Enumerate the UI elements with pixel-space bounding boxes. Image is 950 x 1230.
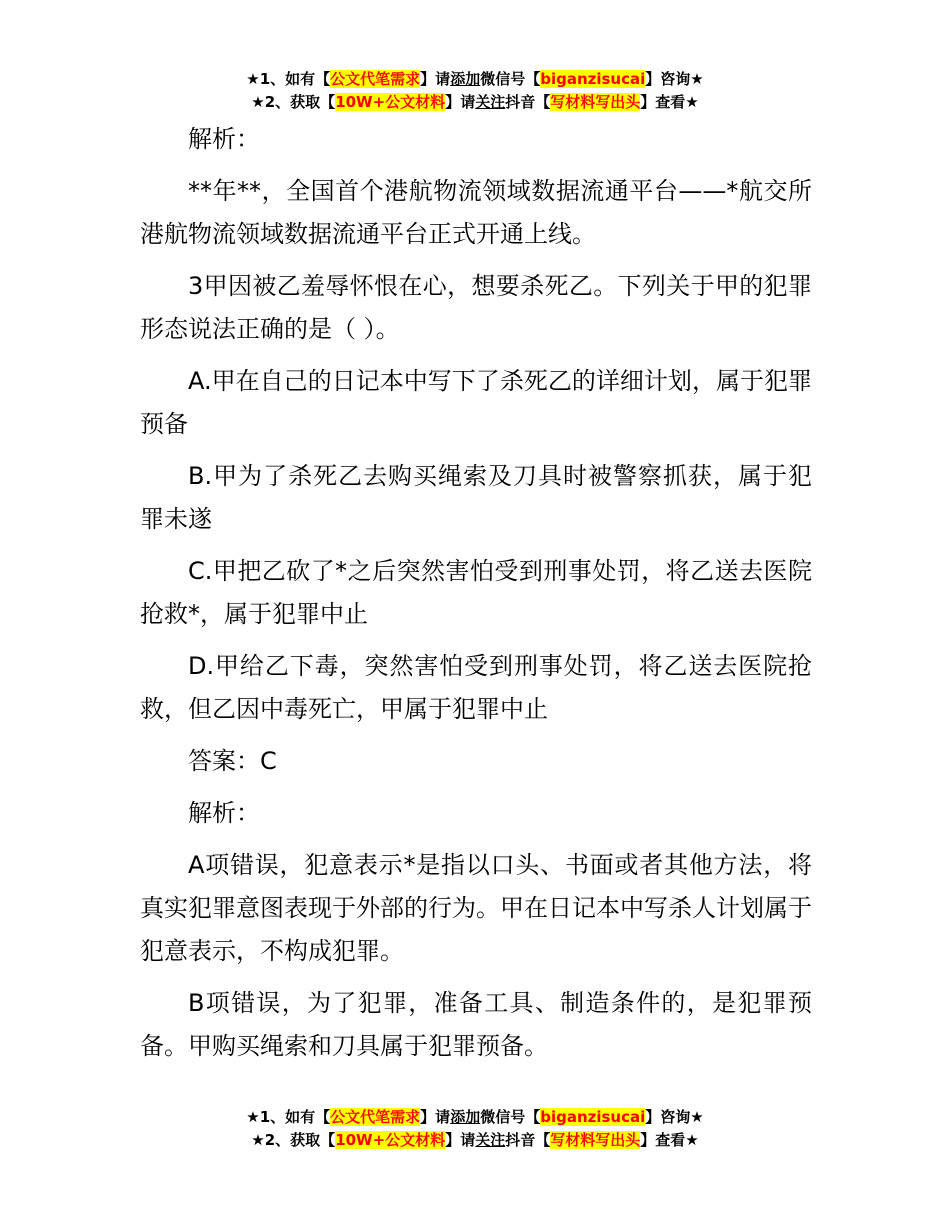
banner-highlight: 10W+公文材料 bbox=[335, 93, 446, 111]
analysis-heading: 解析： bbox=[188, 799, 260, 827]
analysis-heading: 解析： bbox=[188, 125, 260, 153]
banner-text: ★1、如有【 bbox=[246, 70, 331, 88]
banner-line-1 bbox=[0, 1106, 950, 1129]
banner-text: ★1、如有【 bbox=[246, 1108, 331, 1126]
banner-line-1 bbox=[0, 68, 950, 91]
banner-text: 】请 bbox=[445, 1131, 476, 1149]
banner-highlight: biganzisucai bbox=[540, 70, 646, 88]
banner-highlight: 公文代笔需求 bbox=[330, 1108, 421, 1126]
banner-text: 】请 bbox=[420, 1108, 451, 1126]
explanation-a: A项错误，犯意表示*是指以口头、书面或者其他方法，将真实犯罪意图表现于外部的行为。甲在日记本中写杀人计划属于犯意表示，不构成犯罪。 bbox=[140, 851, 812, 965]
option-d: D.甲给乙下毒，突然害怕受到刑事处罚，将乙送去医院抢救，但乙因中毒死亡，甲属于犯罪中止 bbox=[140, 652, 812, 723]
document-body bbox=[140, 118, 812, 1077]
banner-highlight: 10W+公文材料 bbox=[335, 1131, 446, 1149]
option-a: A.甲在自己的日记本中写下了杀死乙的详细计划，属于犯罪预备 bbox=[140, 367, 812, 438]
banner-highlight: biganzisucai bbox=[540, 1108, 646, 1126]
banner-text: 抖音【 bbox=[505, 93, 551, 111]
explanation-b: B项错误，为了犯罪，准备工具、制造条件的，是犯罪预备。甲购买绳索和刀具属于犯罪预备。 bbox=[140, 989, 812, 1060]
banner-underlined-text: 关注 bbox=[475, 1131, 506, 1149]
paragraph: **年**，全国首个港航物流领域数据流通平台——*航交所港航物流领域数据流通平台正式开通上线。 bbox=[140, 177, 812, 248]
banner-text: ★2、获取【 bbox=[251, 93, 336, 111]
answer: 答案：C bbox=[188, 747, 277, 775]
banner-line-2 bbox=[0, 1129, 950, 1152]
banner-underlined-text: 添加 bbox=[450, 70, 481, 88]
question-stem: 3甲因被乙羞辱怀恨在心，想要杀死乙。下列关于甲的犯罪形态说法正确的是（ ）。 bbox=[140, 272, 812, 343]
banner-highlight: 写材料写出头 bbox=[550, 93, 641, 111]
banner-underlined-text: 关注 bbox=[475, 93, 506, 111]
banner-text: 】请 bbox=[420, 70, 451, 88]
banner-text: 微信号【 bbox=[480, 1108, 541, 1126]
banner-highlight: 写材料写出头 bbox=[550, 1131, 641, 1149]
banner-text: 】咨询★ bbox=[645, 1108, 704, 1126]
banner-text: 】查看★ bbox=[640, 1131, 699, 1149]
banner-highlight: 公文代笔需求 bbox=[330, 70, 421, 88]
banner-text: 】查看★ bbox=[640, 93, 699, 111]
option-c: C.甲把乙砍了*之后突然害怕受到刑事处罚，将乙送去医院抢救*，属于犯罪中止 bbox=[140, 557, 812, 628]
banner-text: 】请 bbox=[445, 93, 476, 111]
banner-text: 抖音【 bbox=[505, 1131, 551, 1149]
banner-line-2 bbox=[0, 91, 950, 114]
header-banner bbox=[0, 68, 950, 114]
footer-banner bbox=[0, 1106, 950, 1152]
banner-text: ★2、获取【 bbox=[251, 1131, 336, 1149]
banner-text: 微信号【 bbox=[480, 70, 541, 88]
option-b: B.甲为了杀死乙去购买绳索及刀具时被警察抓获，属于犯罪未遂 bbox=[140, 462, 812, 533]
banner-underlined-text: 添加 bbox=[450, 1108, 481, 1126]
banner-text: 】咨询★ bbox=[645, 70, 704, 88]
